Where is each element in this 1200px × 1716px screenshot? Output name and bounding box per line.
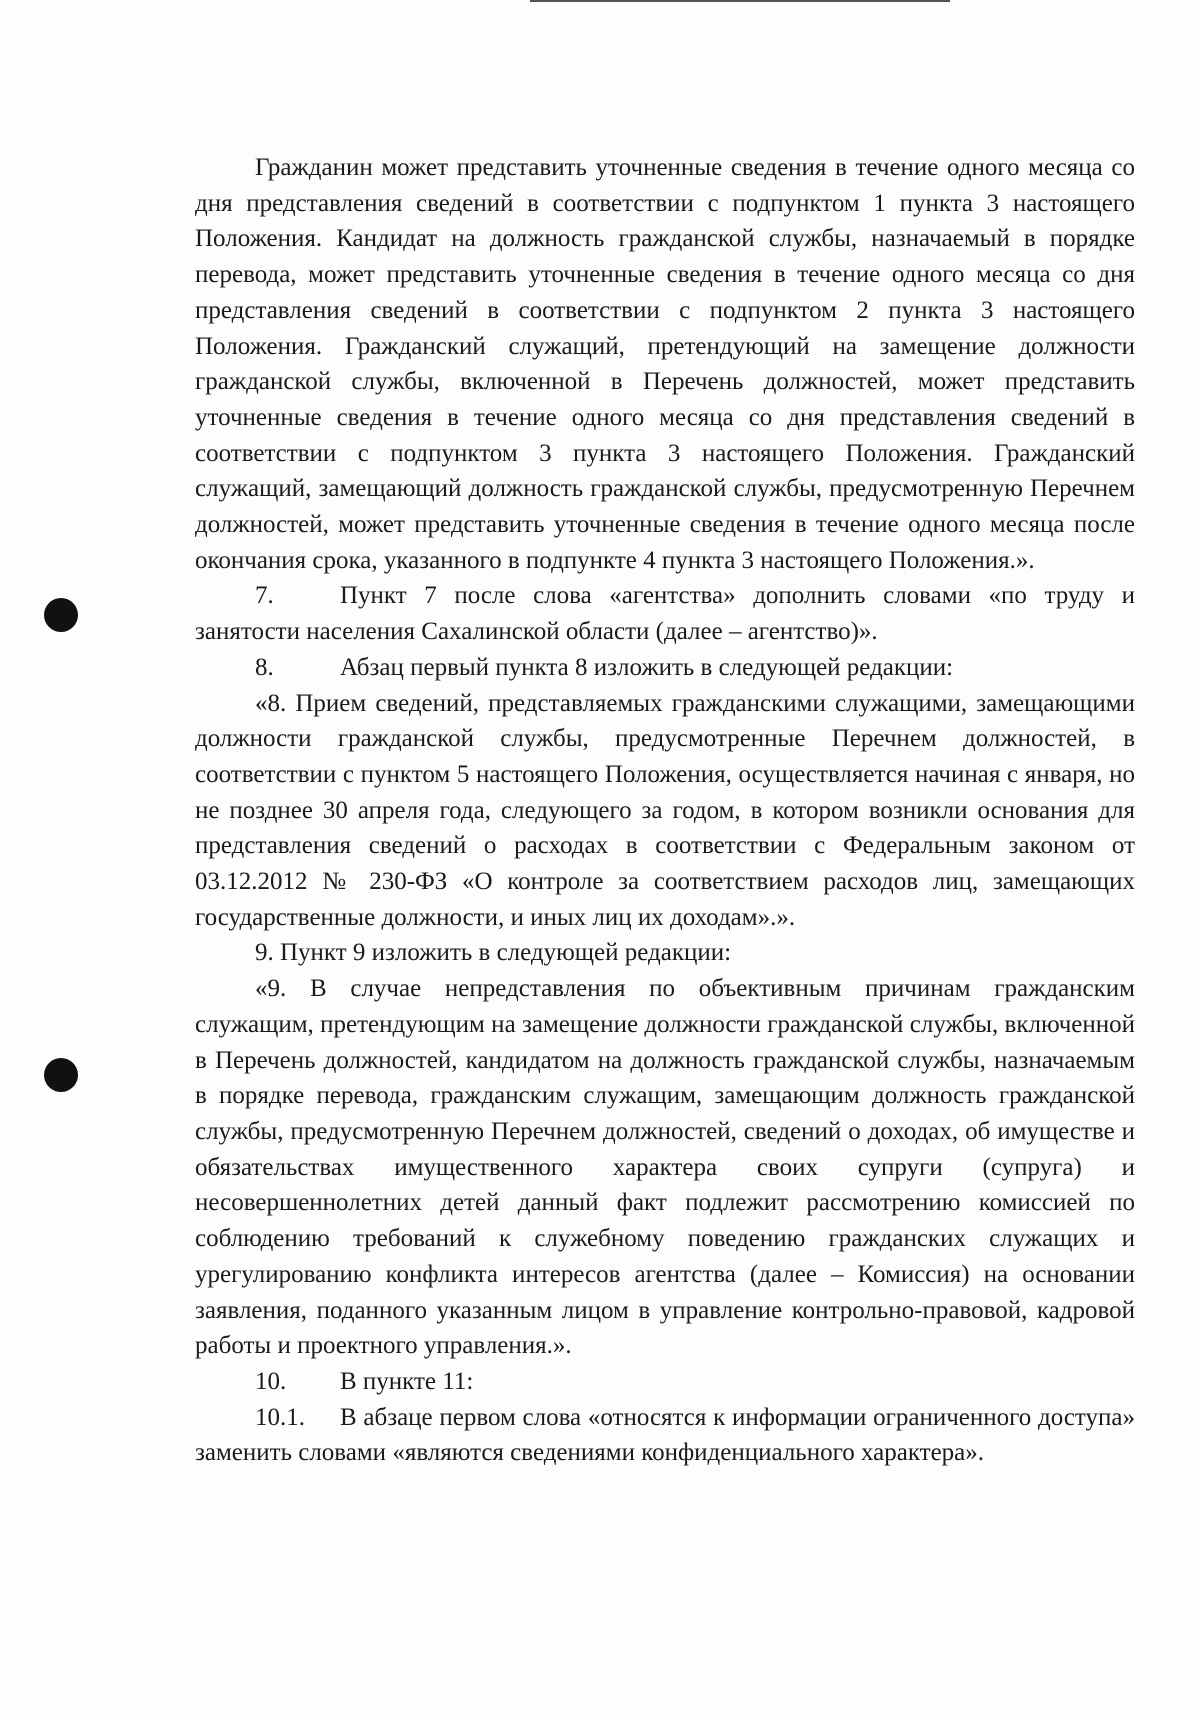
item-text: Абзац первый пункта 8 изложить в следующей редакции: xyxy=(340,653,954,681)
item-number: 8. xyxy=(255,653,274,681)
item-number: 10.1. xyxy=(255,1403,305,1431)
item-text: В пункте 11: xyxy=(340,1367,474,1395)
item-8 xyxy=(195,650,1135,686)
top-rule xyxy=(530,0,950,2)
punch-hole-mark xyxy=(44,598,78,632)
item-9: 9. Пункт 9 изложить в следующей редакции: xyxy=(255,939,732,967)
item-number: 10. xyxy=(255,1367,287,1395)
item-10 xyxy=(195,1364,1135,1400)
item-8-quote: «8. Прием сведений, представляемых гражданскими служащими, замещающими должности гражданской службы, предусмотренные Перечнем должностей, в соответствии с пунктом 5 настоящего Положения, осуществляется начиная с января, но не позднее 30 апреля года, следующего за годом, в котором возникли основания для представления сведений о расходах в соответствии с Федеральным законом от 03.12.2012 № 230-ФЗ «О контроле за соответствием расходов лиц, замещающих государственные должности, и иных лиц их доходам».». xyxy=(195,689,1135,931)
item-text: Пункт 7 после слова «агентства» дополнить словами «по труду и занятости населения Сахалинской области (далее – агентство)». xyxy=(195,582,1135,646)
item-7 xyxy=(195,578,1135,649)
item-10-1 xyxy=(195,1400,1135,1471)
item-number: 7. xyxy=(255,582,274,610)
item-9-quote: «9. В случае непредставления по объективным причинам гражданским служащим, претендующим на замещение должности гражданской службы, включенной в Перечень должностей, кандидатом на должность гражданской службы, назначаемым в порядке перевода, гражданским служащим, замещающим должность гражданской службы, предусмотренную Перечнем должностей, сведений о доходах, об имуществе и обязательствах имущественного характера своих супруги (супруга) и несовершеннолетних детей данный факт подлежит рассмотрению комиссией по соблюдению требований к служебному поведению гражданских служащих и урегулированию конфликта интересов агентства (далее – Комиссия) на основании заявления, поданного указанным лицом в управление контрольно-правовой, кадровой работы и проектного управления.». xyxy=(195,975,1135,1360)
punch-hole-mark xyxy=(44,1058,78,1092)
document-body xyxy=(195,150,1135,1471)
paragraph-clarified-info: Гражданин может представить уточненные сведения в течение одного месяца со дня представления сведений в соответствии с подпунктом 1 пункта 3 настоящего Положения. Кандидат на должность гражданской службы, назначаемый в порядке перевода, может представить уточненные сведения в течение одного месяца со дня представления сведений в соответствии с подпунктом 2 пункта 3 настоящего Положения. Гражданский служащий, претендующий на замещение должности гражданской службы, включенной в Перечень должностей, может представить уточненные сведения в течение одного месяца со дня представления сведений в соответствии с подпунктом 3 пункта 3 настоящего Положения. Гражданский служащий, замещающий должность гражданской службы, предусмотренную Перечнем должностей, может представить уточненные сведения в течение одного месяца после окончания срока, указанного в подпункте 4 пункта 3 настоящего Положения.». xyxy=(195,154,1135,574)
item-text: В абзаце первом слова «относятся к информации ограниченного доступа» заменить словами «являются сведениями конфиденциального характера». xyxy=(195,1403,1135,1467)
